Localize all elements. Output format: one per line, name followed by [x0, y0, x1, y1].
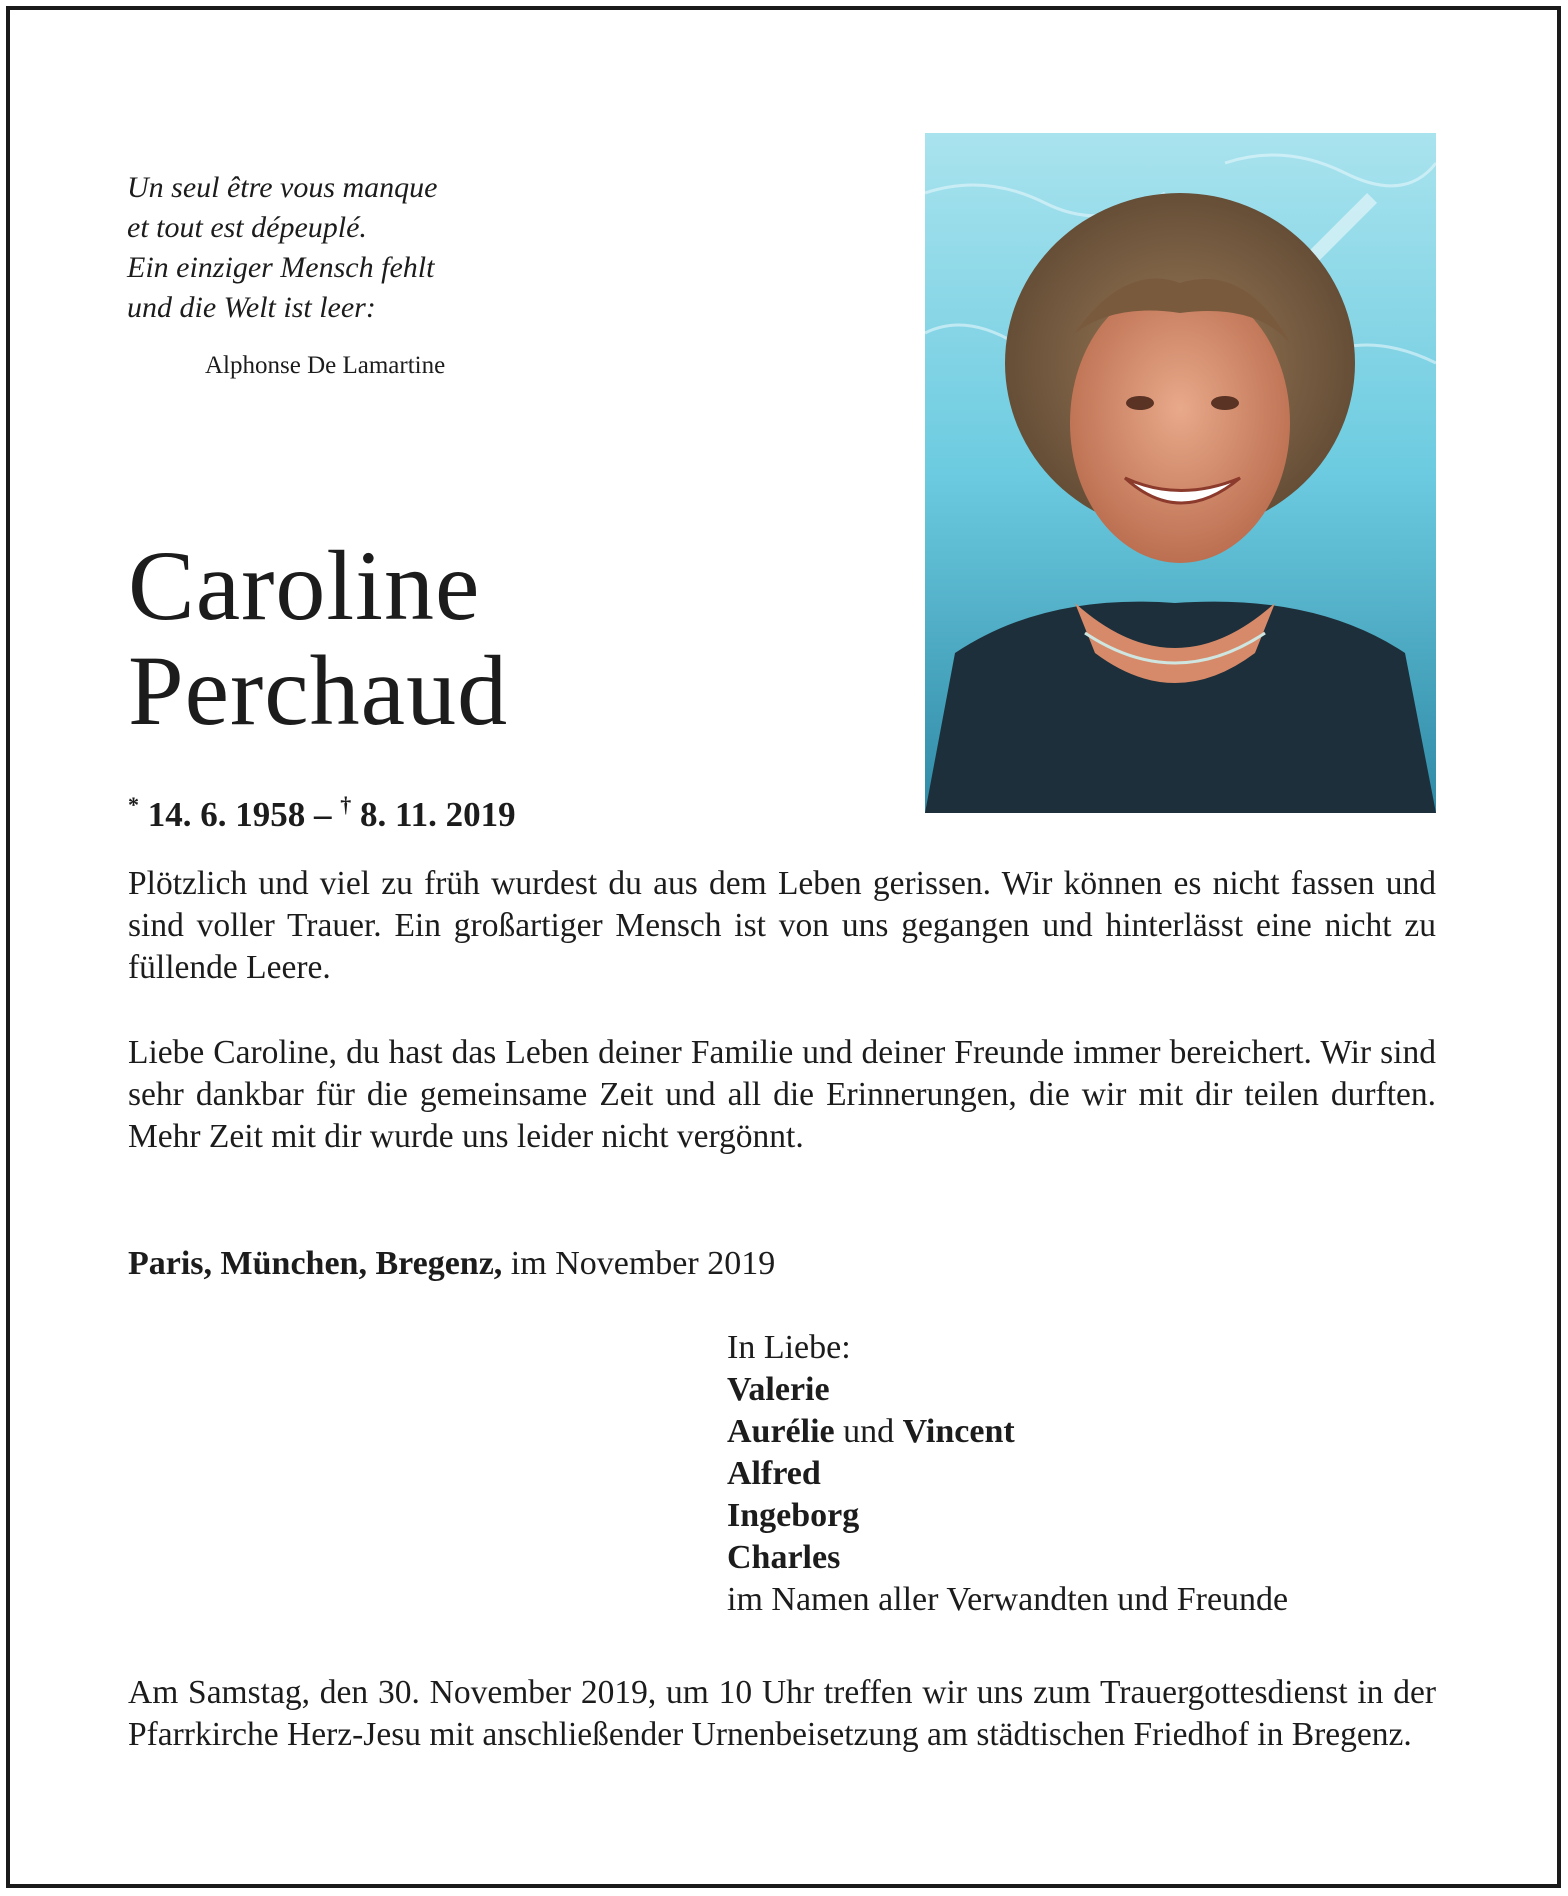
- signer-name: Ingeborg: [727, 1497, 860, 1534]
- quote-line: Ein einziger Mensch fehlt: [127, 251, 435, 284]
- signer-name: Vincent: [902, 1413, 1015, 1450]
- epigraph-quote: [127, 168, 567, 328]
- signer-name: Valerie: [727, 1371, 830, 1408]
- places: Paris, München, Bregenz,: [128, 1245, 503, 1282]
- signers-closing: im Namen aller Verwandten und Freunde: [727, 1581, 1289, 1618]
- death-date: 8. 11. 2019: [360, 795, 516, 834]
- quote-line: und die Welt ist leer:: [127, 291, 376, 324]
- portrait-photo: [925, 133, 1436, 813]
- signers-intro: In Liebe:: [727, 1329, 851, 1366]
- signer-connector: und: [834, 1413, 903, 1450]
- birth-date: 14. 6. 1958: [147, 795, 306, 834]
- birth-symbol: *: [128, 792, 139, 817]
- death-symbol: †: [340, 792, 352, 817]
- signer-pair: [727, 1411, 1447, 1453]
- place-date-line: [128, 1243, 1128, 1285]
- paragraph-tribute: Liebe Caroline, du hast das Leben deiner Familie und deiner Freunde immer bereichert. Wir sind sehr dankbar für die gemeinsame Zeit und all die Erinnerungen, die wir mit dir teilen durften. Mehr Zeit mit dir wurde uns leider nicht vergönnt.: [128, 1034, 1436, 1155]
- first-name: Caroline: [128, 530, 481, 641]
- date-line: im November 2019: [502, 1245, 776, 1282]
- signers-block: [727, 1327, 1447, 1621]
- quote-author: Alphonse De Lamartine: [205, 352, 446, 379]
- signer-name: Aurélie: [727, 1413, 835, 1450]
- portrait-image: [925, 133, 1436, 813]
- signer-name: Alfred: [727, 1455, 821, 1492]
- life-dates: [128, 783, 728, 837]
- signer-name: Charles: [727, 1539, 841, 1576]
- paragraph-grief: Plötzlich und viel zu früh wurdest du aus dem Leben gerissen. Wir können es nicht fassen und sind voller Trauer. Ein großartiger Mensch ist von uns gegangen und hinterlässt eine nicht zu füllende Leere.: [128, 865, 1436, 986]
- quote-line: et tout est dépeuplé.: [127, 211, 367, 244]
- deceased-name: [128, 530, 728, 746]
- last-name: Perchaud: [128, 635, 509, 746]
- date-dash: –: [305, 795, 341, 834]
- quote-line: Un seul être vous manque: [127, 171, 438, 204]
- paragraph-service-info: Am Samstag, den 30. November 2019, um 10 Uhr treffen wir uns zum Trauergottesdienst in der Pfarrkirche Herz-Jesu mit anschließender Urnenbeisetzung am städtischen Friedhof in Bregenz.: [128, 1674, 1436, 1753]
